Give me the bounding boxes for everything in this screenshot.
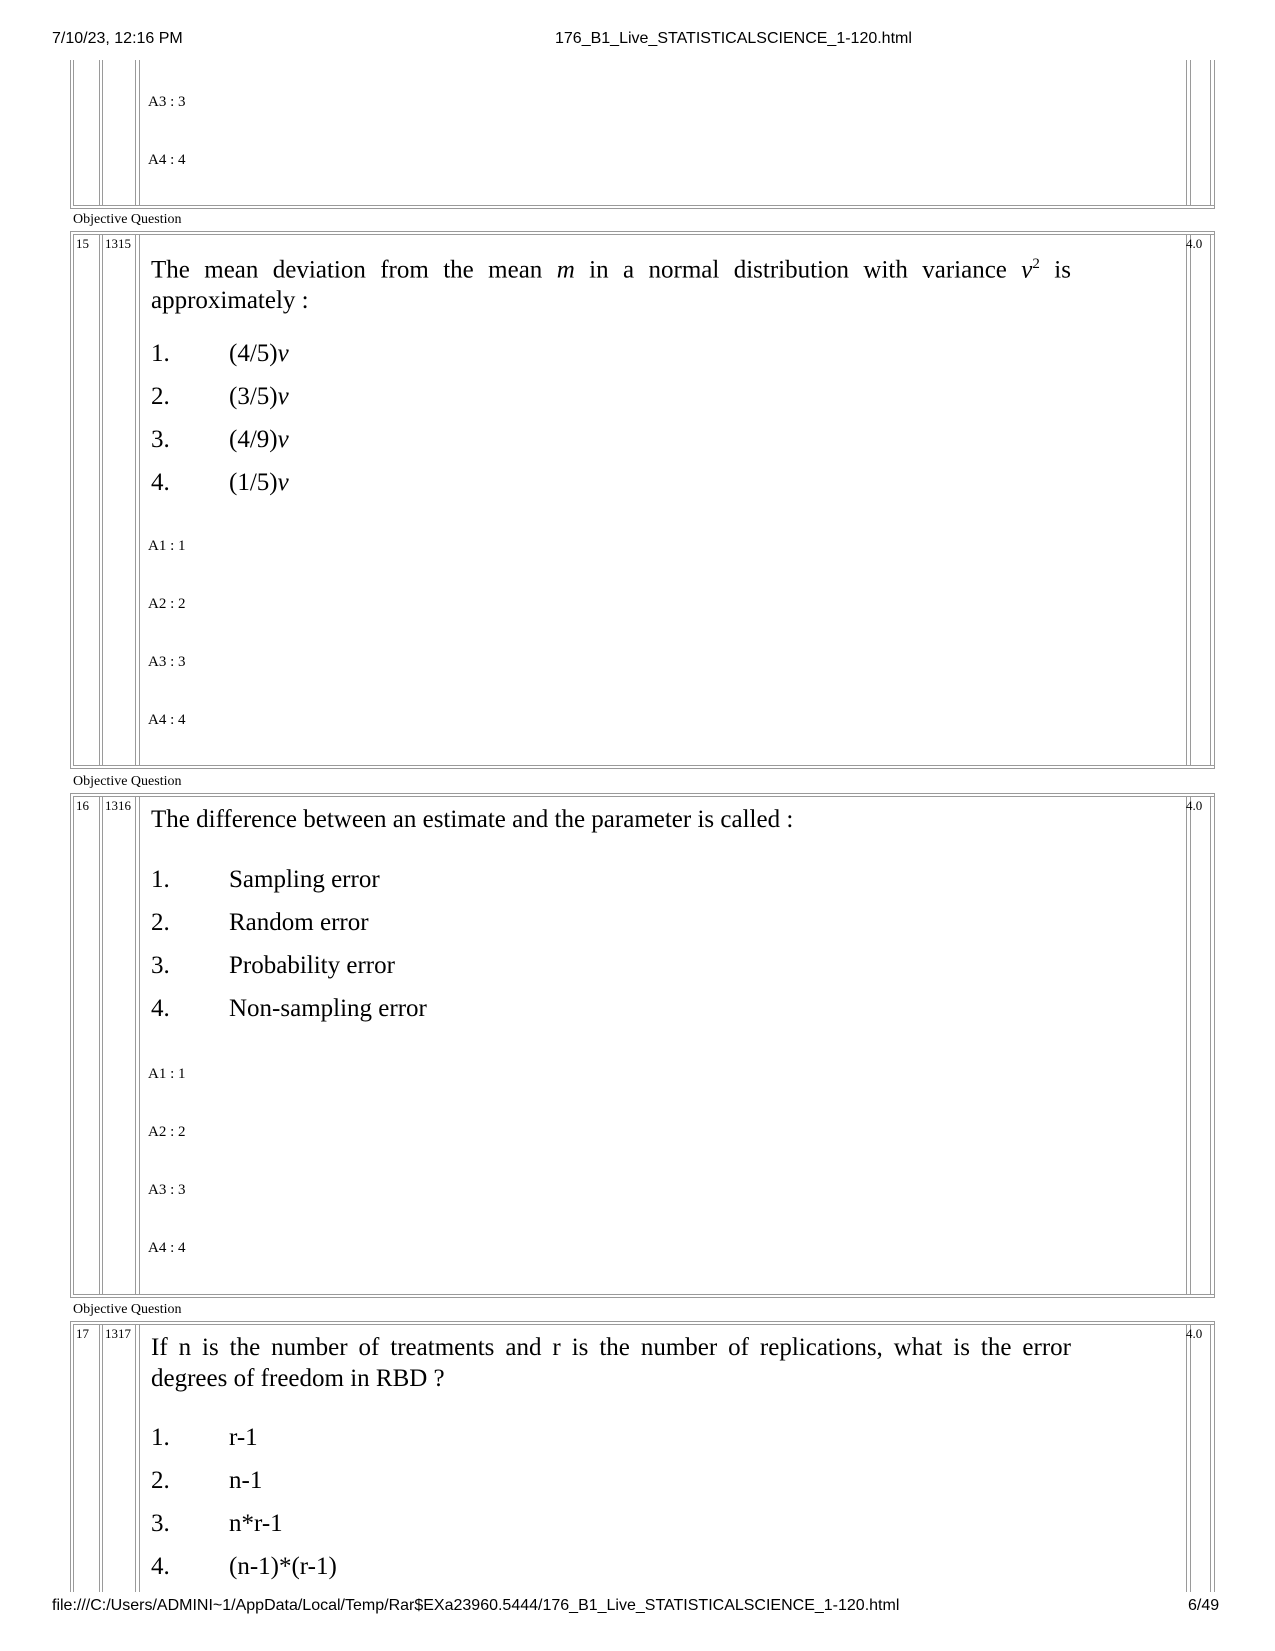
question-text: The mean deviation from the mean m in a normal distribution with variance $v^2$ is approximately : — [151, 256, 1071, 315]
serial-number: 16 — [76, 798, 89, 813]
option-4: 4. (1/5)v — [151, 469, 289, 496]
answer-label: A4 : 4 — [148, 152, 186, 168]
question-id: 1315 — [105, 236, 131, 251]
question-text: The difference between an estimate and the parameter is called : — [151, 806, 794, 833]
answer-label: A2 : 2 — [148, 596, 186, 612]
section-label: Objective Question — [73, 774, 182, 789]
serial-number: 17 — [76, 1326, 89, 1341]
section-label: Objective Question — [73, 212, 182, 227]
print-file-path: file:///C:/Users/ADMINI~1/AppData/Local/Temp/Rar$EXa23960.5444/176_B1_Live_STATISTICALSCIENCE_1-120.html — [52, 1597, 900, 1614]
print-datetime: 7/10/23, 12:16 PM — [52, 30, 183, 47]
answer-label: A1 : 1 — [148, 538, 186, 554]
marks: 4.0 — [1186, 1326, 1203, 1341]
answer-label: A3 : 3 — [148, 94, 186, 110]
option-1: 1. r-1 — [151, 1424, 258, 1451]
answer-label: A4 : 4 — [148, 1240, 186, 1256]
print-filename: 176_B1_Live_STATISTICALSCIENCE_1-120.html — [555, 30, 912, 47]
option-2: 2. Random error — [151, 909, 369, 936]
answer-label: A3 : 3 — [148, 654, 186, 670]
option-3: 3. (4/9)v — [151, 426, 289, 453]
answer-label: A4 : 4 — [148, 712, 186, 728]
option-2: 2. (3/5)v — [151, 383, 289, 410]
marks: 4.0 — [1186, 236, 1203, 251]
answer-label: A2 : 2 — [148, 1124, 186, 1140]
page-number: 6/49 — [1188, 1597, 1220, 1614]
answer-label: A1 : 1 — [148, 1066, 186, 1082]
option-4: 4. Non-sampling error — [151, 995, 427, 1022]
question-id: 1316 — [105, 798, 131, 813]
section-label: Objective Question — [73, 1302, 182, 1317]
serial-number: 15 — [76, 236, 89, 251]
option-2: 2. n-1 — [151, 1467, 263, 1494]
question-id: 1317 — [105, 1326, 131, 1341]
option-3: 3. Probability error — [151, 952, 395, 979]
option-4: 4. (n-1)*(r-1) — [151, 1553, 337, 1580]
option-1: 1. (4/5)v — [151, 340, 289, 367]
option-1: 1. Sampling error — [151, 866, 380, 893]
option-3: 3. n*r-1 — [151, 1510, 283, 1537]
answer-label: A3 : 3 — [148, 1182, 186, 1198]
question-text: If n is the number of treatments and r is the number of replications, what is the error degrees of freedom in RBD ? — [151, 1334, 1071, 1392]
marks: 4.0 — [1186, 798, 1203, 813]
